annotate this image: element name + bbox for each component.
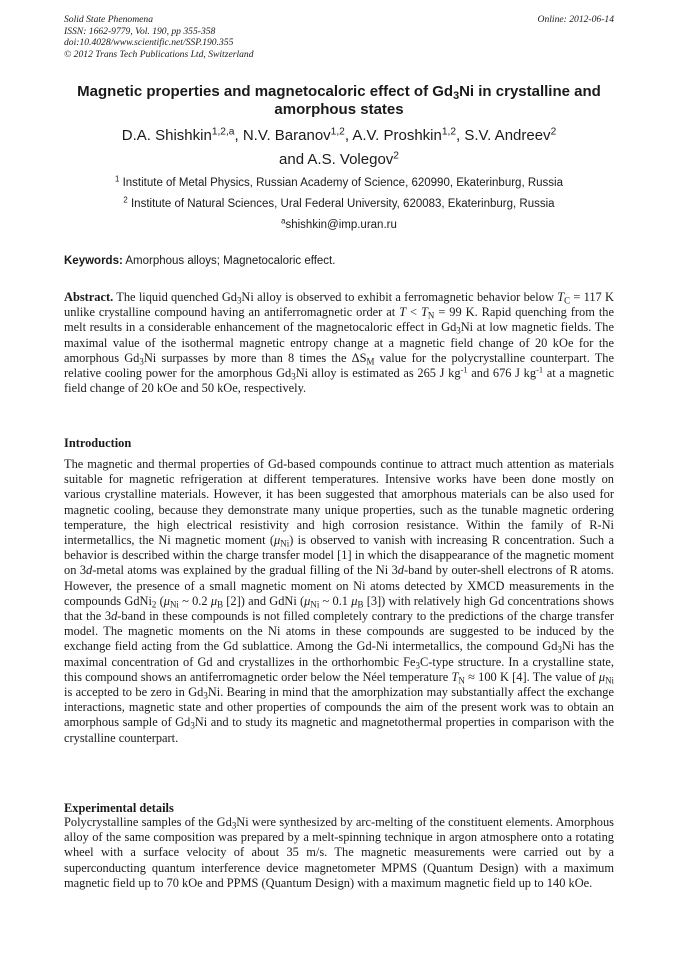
paper-title: Magnetic properties and magnetocaloric effect of $Gd_3Ni$ in crystalline and amorphous states [77,83,601,118]
experimental-body: Polycrystalline samples of the $Gd_3Ni$ were synthesized by arc-melting of the constituent elements. Amorphous alloy of the same composition was prepared by a melt-spinning technique in argon atmosphere onto a rotating wheel with a surface velocity of about 35 m/s. The magnetic measurements were carried out by a superconducting quantum interference device magnetometer MPMS (Quantum Design) with a maximum magnetic field up to 70 kOe and PPMS (Quantum Design) with a maximum magnetic field up to 140 kOe. [64,815,614,890]
journal-metadata [64,14,254,60]
author-list: D.A. Shishkin$^{1,2,a}$, N.V. Baranov$^{1,2}$, A.V. Proshkin$^{1,2}$, S.V. Andreev$^2$ and A.S. Volegov$^2$ [121,126,557,168]
abstract-label: Abstract. [64,290,114,304]
experimental-heading: Experimental details [64,801,174,815]
doi-line: doi:10.4028/www.scientific.net/SSP.190.355 [64,37,234,48]
introduction-body: The magnetic and thermal properties of Gd-based compounds continue to attract much attention as materials suitable for magnetic refrigeration at different temperatures. Intensive works have been done mostly on various crystalline materials. However, it has been suggested that amorphous materials can be also used for magnetic cooling, because they demonstrate many unique properties, such as the tunable magnetic ordering temperature, the high electrical resistivity and high corrosion resistance. Within the family of R-Ni intermetallics, the Ni magnetic moment $(\mu_{Ni})$ is observed to vanish with increasing R concentration. Such a behavior is described within the charge transfer model [1] in which the disappearance of the magnetic moment on 3d-metal atoms was explained by the gradual filling of the Ni 3d-band by outer-shell electrons of R atoms. However, the presence of a small magnetic moment on Ni atoms detected by XMCD measurements in the compounds GdNi$_2$ ($\mu_{Ni}$ ~ 0.2 $\mu_B$ [2]) and GdNi ($\mu_{Ni}$ ~ 0.1 $\mu_B$ [3]) with relatively high Gd concentrations shows that the 3d-band in these compounds is not filled completely contrary to the predictions of the charge transfer model. The magnetic moments on the Ni atoms in these compounds are suggested to be induced by the exchange field acting from the Gd sublattice. Among the Gd-Ni intermetallics, the compound $Gd_3Ni$ has the maximal concentration of Gd and crystallizes in the orthorhombic $Fe_3C$-type structure. In a crystalline state, this compound shows an antiferromagnetic order below the Néel temperature $T_N \approx 100$ K [4]. The value of $\mu_{Ni}$ is accepted to be zero in $Gd_3Ni$. Bearing in mind that the amorphization may substantially affect the exchange interactions, magnetic state and other properties of compounds the aim of the present work was to obtain an amorphous sample of $Gd_3Ni$ and to study its magnetic and magnetothermal properties in comparison with the crystalline counterpart. [64,457,615,745]
introduction-heading: Introduction [64,436,132,450]
author-name: A.V. Proshkin [352,127,442,144]
online-date: Online: 2012-06-14 [537,14,614,25]
contact-email: $^a$shishkin@imp.uran.ru [281,216,397,231]
author-name: S.V. Andreev [464,127,551,144]
affiliation-2: $^2$ Institute of Natural Sciences, Ural Federal University, 620083, Ekaterinburg, Russia [123,195,555,210]
copyright-line: © 2012 Trans Tech Publications Ltd, Switzerland [64,48,254,60]
journal-name: Solid State Phenomena [64,14,153,25]
affiliation-1: $^1$ Institute of Metal Physics, Russian Academy of Science, 620990, Ekaterinburg, Russia [115,174,563,189]
keywords: Keywords: Amorphous alloys; Magnetocaloric effect. [64,255,336,267]
abstract: Abstract. The liquid quenched $Gd_3Ni$ alloy is observed to exhibit a ferromagnetic behavior below $T_C = 117$ K unlike crystalline compound having an antiferromagnetic order at $T < T_N = 99$ K. Rapid quenching from the melt results in a considerable enhancement of the magnetocaloric effect in $Gd_3Ni$ at low magnetic fields. The maximal value of the isothermal magnetic entropy change at a magnetic field change of 20 kOe for the amorphous $Gd_3Ni$ surpasses by more than 8 times the $\Delta S_M$ value for the polycrystalline counterpart. The relative cooling power for the amorphous $Gd_3Ni$ alloy is estimated as 265 J $kg^{-1}$ and 676 J $kg^{-1}$ at a magnetic field change of 20 kOe and 50 kOe, respectively. [64,290,615,396]
author-name: N.V. Baranov [242,127,331,144]
keywords-label: Keywords: [64,255,123,267]
author-name: A.S. Volegov [307,151,394,168]
author-name: D.A. Shishkin [121,127,212,144]
issn-line: ISSN: 1662-9779, Vol. 190, pp 355-358 [64,25,216,37]
